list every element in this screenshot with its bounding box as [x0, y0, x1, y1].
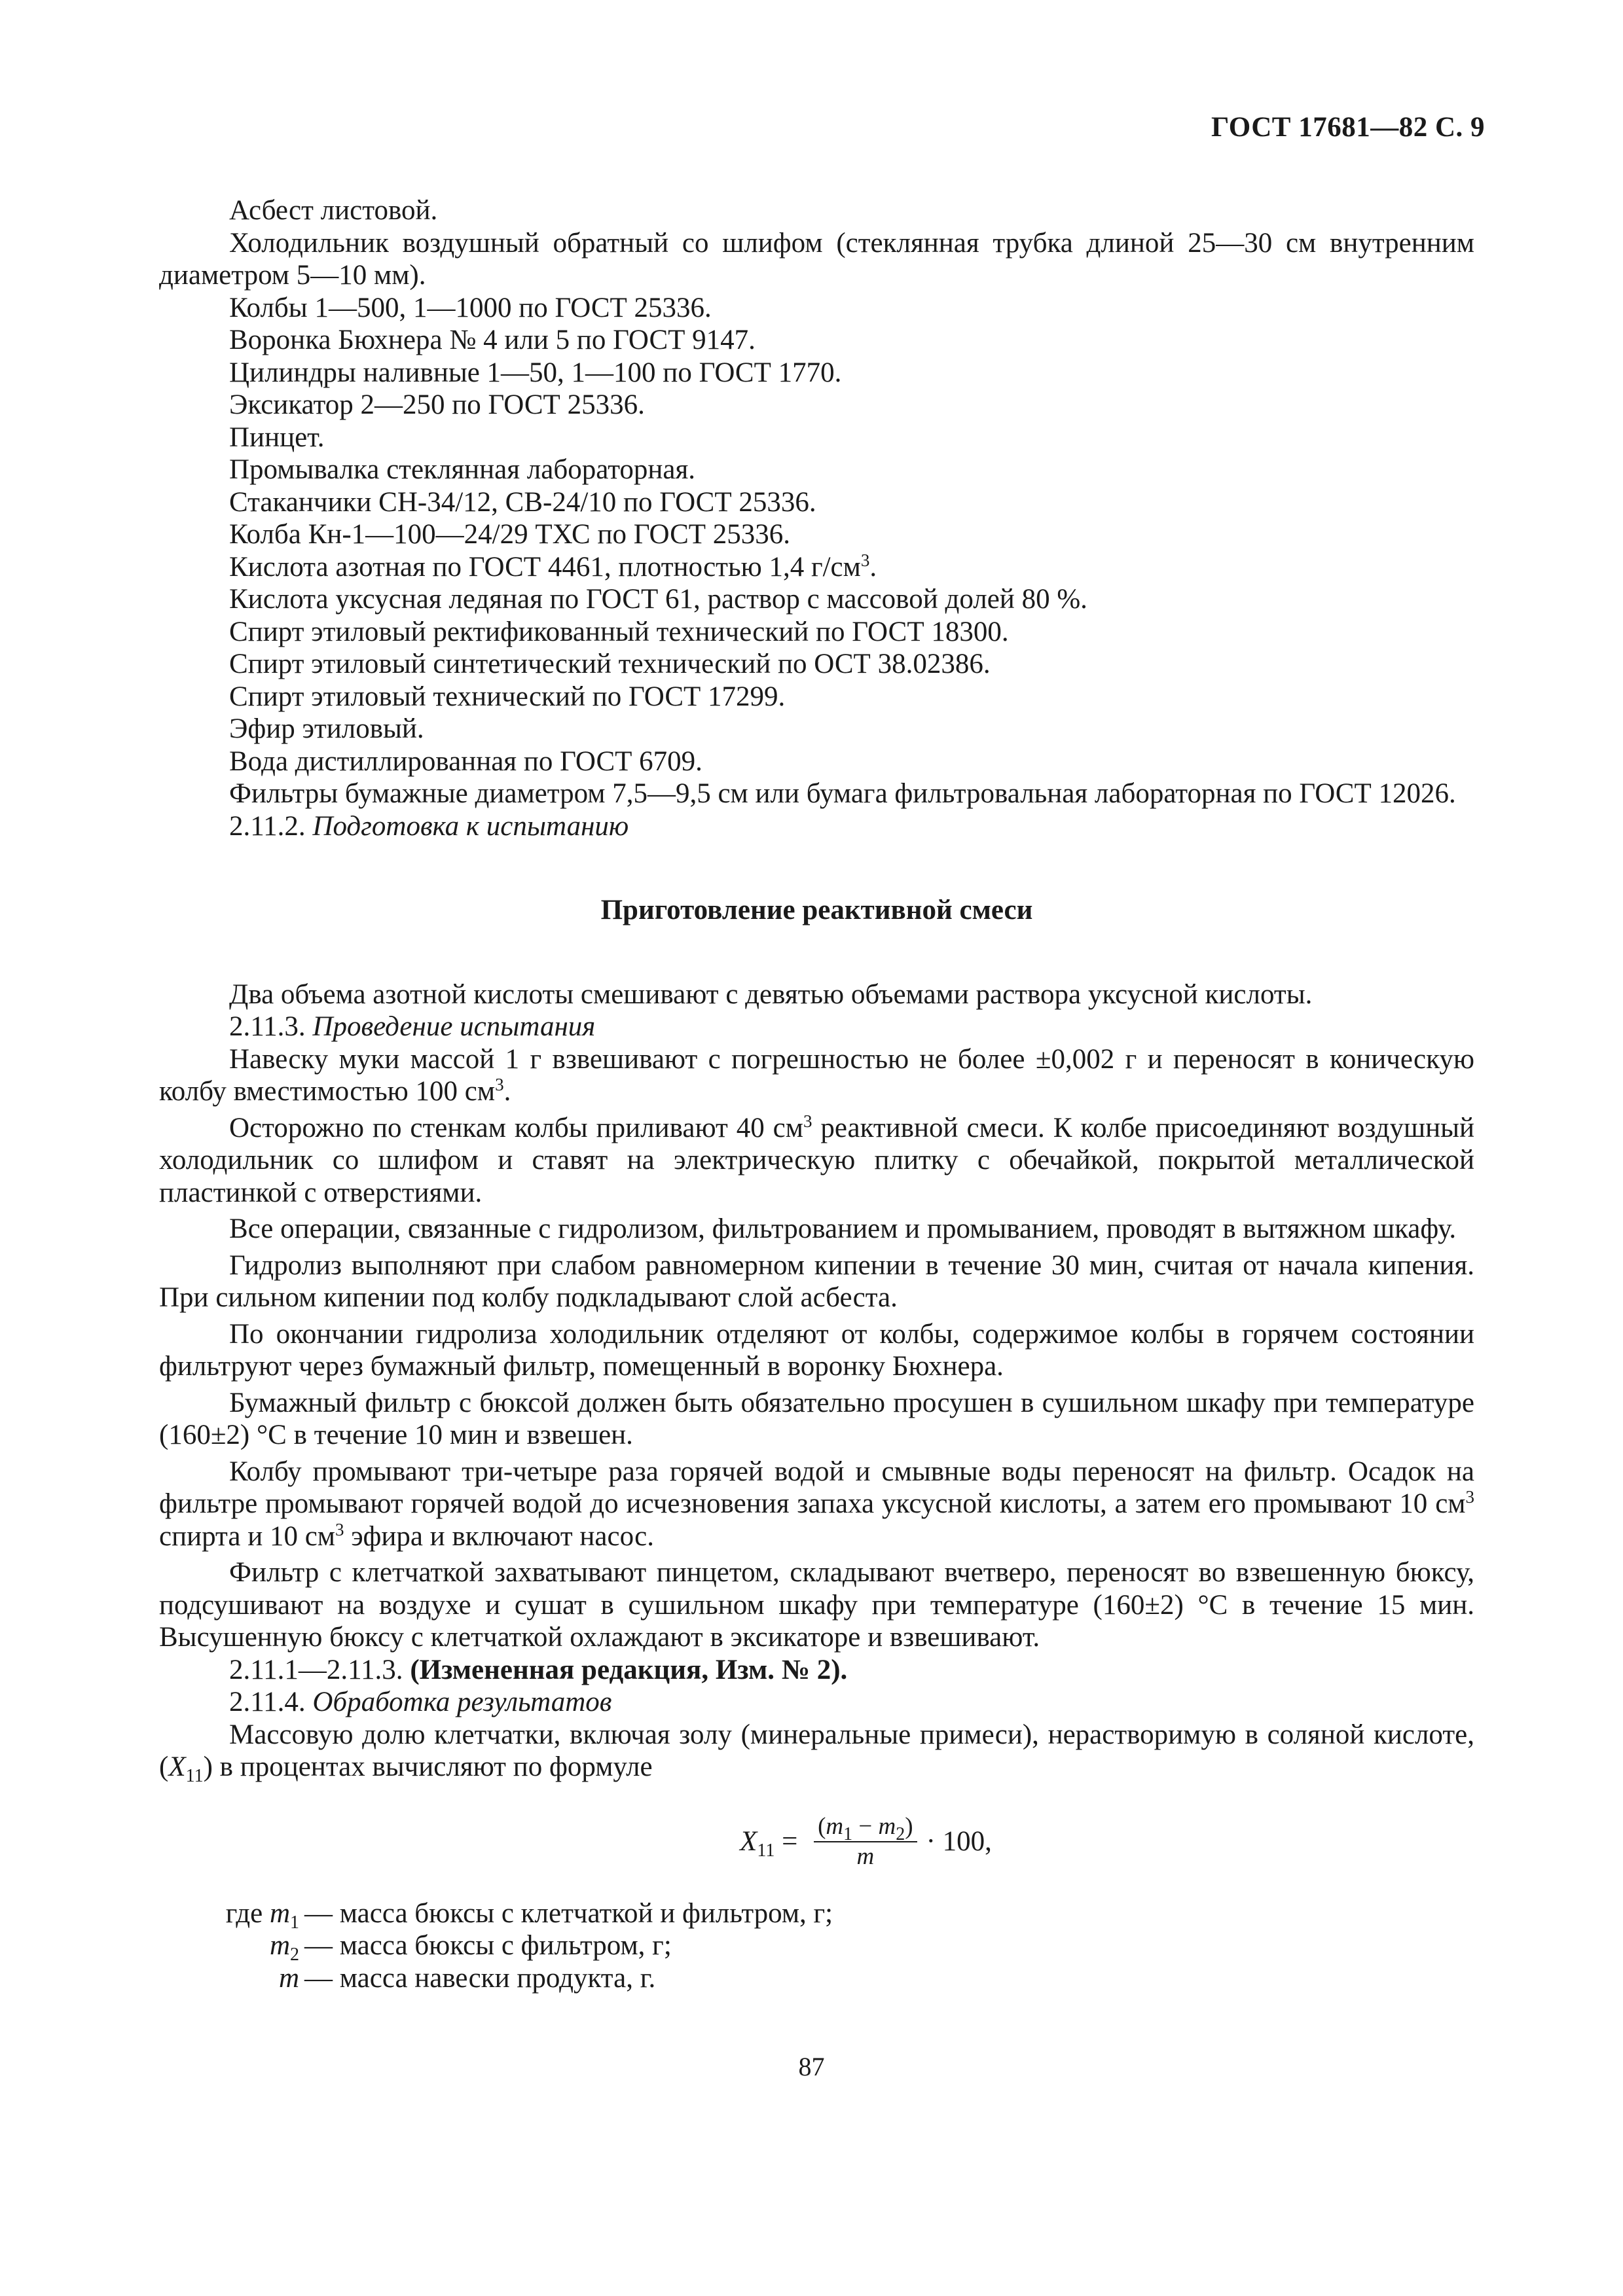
variable: X	[168, 1751, 186, 1782]
paragraph-text: спирта и 10 см	[159, 1520, 336, 1552]
change-note-text: (Измененная редакция, Изм. № 2).	[410, 1654, 848, 1685]
superscript: 3	[1465, 1487, 1474, 1507]
subscript: 2	[896, 1823, 905, 1844]
equipment-item: Воронка Бюхнера № 4 или 5 по ГОСТ 9147.	[229, 325, 756, 355]
paragraph-end: По окончании гидролиза холодильник отделяют от колбы, содержимое колбы в горячем состоянии фильтруют через бумажный фильтр, помещенный в воронку Бюхнера.	[159, 1318, 1474, 1382]
definition-row	[159, 1929, 1474, 1965]
paragraph-filter: Бумажный фильтр с бюксой должен быть обязательно просушен в сушильном шкафу при температуре (160±2) °С в течение 10 мин и взвешен.	[159, 1387, 1474, 1450]
definition-row	[159, 1962, 1474, 1995]
page-number: 87	[798, 2052, 825, 2081]
subscript: 11	[185, 1766, 204, 1786]
section-2-11-4	[159, 1686, 1474, 1719]
section-title: Подготовка к испытанию	[312, 810, 629, 842]
reagent-item: Спирт этиловый синтетический технический по ОСТ 38.02386.	[229, 649, 991, 679]
reagent-text: Кислота азотная по ГОСТ 4461, плотностью 1,4 г/см	[229, 551, 861, 583]
equipment-item: Асбест листовой.	[229, 195, 438, 226]
superscript: 3	[495, 1075, 504, 1094]
formula-lhs	[740, 1825, 775, 1861]
equipment-item: Цилиндры наливные 1—50, 1—100 по ГОСТ 1770.	[229, 357, 842, 388]
paragraph-mix: Два объема азотной кислоты смешивают с девятью объемами раствора уксусной кислоты.	[229, 978, 1313, 1010]
fraction-numerator	[814, 1812, 917, 1842]
equipment-item: Колба Кн-1—100—24/29 ТХС по ГОСТ 25336.	[229, 519, 791, 550]
paragraph-wash	[159, 1456, 1474, 1553]
section-number: 2.11.3.	[229, 1011, 313, 1042]
document-body	[159, 194, 1474, 1994]
definition-text: — масса бюксы с фильтром, г;	[304, 1930, 672, 1961]
subscript: 1	[843, 1823, 853, 1844]
equipment-item: Колбы 1—500, 1—1000 по ГОСТ 25336.	[229, 292, 712, 323]
paragraph-text: Массовую долю клетчатки, включая золу (минеральные примеси), нерастворимую в соляной кислоте, (	[159, 1719, 1474, 1782]
variable: m	[278, 1962, 299, 1994]
subscript: 2	[290, 1945, 299, 1965]
equipment-item: Пинцет.	[229, 422, 325, 453]
variable: m	[269, 1930, 290, 1961]
subscript: 1	[290, 1912, 299, 1933]
superscript: 3	[860, 550, 870, 570]
section-number: 2.11.2.	[229, 810, 313, 842]
paragraph-text: ) в процентах вычисляют по формуле	[203, 1751, 653, 1782]
fraction-denominator: m	[856, 1842, 875, 1870]
section-2-11-2	[159, 810, 1474, 843]
section-number: 2.11.1—2.11.3.	[229, 1654, 410, 1685]
reagent-item	[159, 551, 1474, 584]
formula-rhs: · 100,	[926, 1825, 992, 1857]
fraction	[814, 1812, 917, 1871]
paragraph-text: Навеску муки массой 1 г взвешивают с погрешностью не более ±0,002 г и переносят в коническую колбу вместимостью 100 см	[159, 1043, 1474, 1107]
definition-prefix: где	[225, 1897, 270, 1929]
definition-lead	[159, 1897, 299, 1933]
definition-lead	[159, 1962, 299, 1995]
reagent-item: Спирт этиловый ректификованный технический по ГОСТ 18300.	[229, 616, 1009, 647]
section-title: Обработка результатов	[312, 1687, 612, 1717]
definition-row	[159, 1897, 1474, 1933]
subscript: 11	[757, 1840, 775, 1861]
reagent-item: Кислота уксусная ледяная по ГОСТ 61, раствор с массовой долей 80 %.	[229, 584, 1087, 615]
paren: )	[905, 1812, 913, 1840]
definition-lead	[159, 1929, 299, 1965]
equals-sign: =	[775, 1825, 805, 1857]
section-heading: Приготовление реактивной смеси	[600, 895, 1033, 925]
change-note	[159, 1654, 1474, 1687]
section-2-11-3	[159, 1011, 1474, 1043]
superscript: 3	[803, 1111, 812, 1131]
paragraph-text: Колбу промывают три-четыре раза горячей водой и смывные воды переносят на фильтр. Осадок на фильтре промывают горячей водой до исчезновения запаха уксусной кислоты, а затем его промывают 10 см	[159, 1456, 1474, 1519]
paragraph-text: реактивной смеси. К колбе присоединяют воздушный холодильник со шлифом и ставят на электрическую плитку с обечайкой, покрытой металлической пластинкой с отверстиями.	[159, 1112, 1474, 1208]
equipment-item: Стаканчики СН-34/12, СВ-24/10 по ГОСТ 25336.	[229, 486, 816, 518]
formula	[159, 1812, 1474, 1871]
variable: m	[878, 1812, 896, 1840]
equipment-item: Холодильник воздушный обратный со шлифом (стеклянная трубка длиной 25—30 см внутренним диаметром 5—10 мм).	[159, 227, 1474, 291]
equipment-item: Промывалка стеклянная лабораторная.	[229, 454, 696, 485]
reagent-item: Вода дистиллированная по ГОСТ 6709.	[229, 745, 702, 777]
equipment-item: Эксикатор 2—250 по ГОСТ 25336.	[229, 389, 645, 420]
paragraph-fraction	[159, 1719, 1474, 1784]
definition-text: — масса навески продукта, г.	[304, 1962, 656, 1994]
reagent-tail: .	[869, 551, 877, 583]
paragraph-text: Осторожно по стенкам колбы приливают 40 см	[229, 1112, 803, 1143]
paragraph-ops: Все операции, связанные с гидролизом, фильтрованием и промыванием, проводят в вытяжном шкафу.	[229, 1213, 1457, 1244]
paragraph-hydrolysis: Гидролиз выполняют при слабом равномерном кипении в течение 30 мин, считая от начала кипения. При сильном кипении под колбу подкладывают слой асбеста.	[159, 1249, 1474, 1313]
reagent-item: Эфир этиловый.	[229, 713, 424, 744]
minus-sign: −	[852, 1812, 879, 1840]
superscript: 3	[335, 1519, 344, 1539]
page-header: ГОСТ 17681—82 С. 9	[1211, 112, 1485, 143]
paragraph-add	[159, 1112, 1474, 1210]
paragraph-weigh	[159, 1043, 1474, 1108]
definition-text: — масса бюксы с клетчаткой и фильтром, г;	[304, 1897, 833, 1929]
section-number: 2.11.4.	[229, 1687, 313, 1717]
definitions	[159, 1897, 1474, 1995]
paragraph-tail: .	[503, 1076, 511, 1107]
variable: X	[740, 1825, 757, 1857]
paren: (	[818, 1812, 826, 1840]
section-title: Проведение испытания	[312, 1011, 596, 1042]
variable: m	[826, 1812, 844, 1840]
variable: m	[269, 1897, 290, 1929]
reagent-item: Спирт этиловый технический по ГОСТ 17299.	[229, 681, 786, 712]
paragraph-text: эфира и включают насос.	[344, 1520, 654, 1552]
reagent-item: Фильтры бумажные диаметром 7,5—9,5 см или бумага фильтровальная лабораторная по ГОСТ 12026.	[229, 778, 1456, 809]
paragraph-take: Фильтр с клетчаткой захватывают пинцетом, складывают вчетверо, переносят во взвешенную бюксу, подсушивают на воздухе и сушат в сушильном шкафу при температуре (160±2) °С в течение 15 мин. Высушенную бюксу с клетчаткой охлаждают в эксикаторе и взвешивают.	[159, 1557, 1474, 1653]
